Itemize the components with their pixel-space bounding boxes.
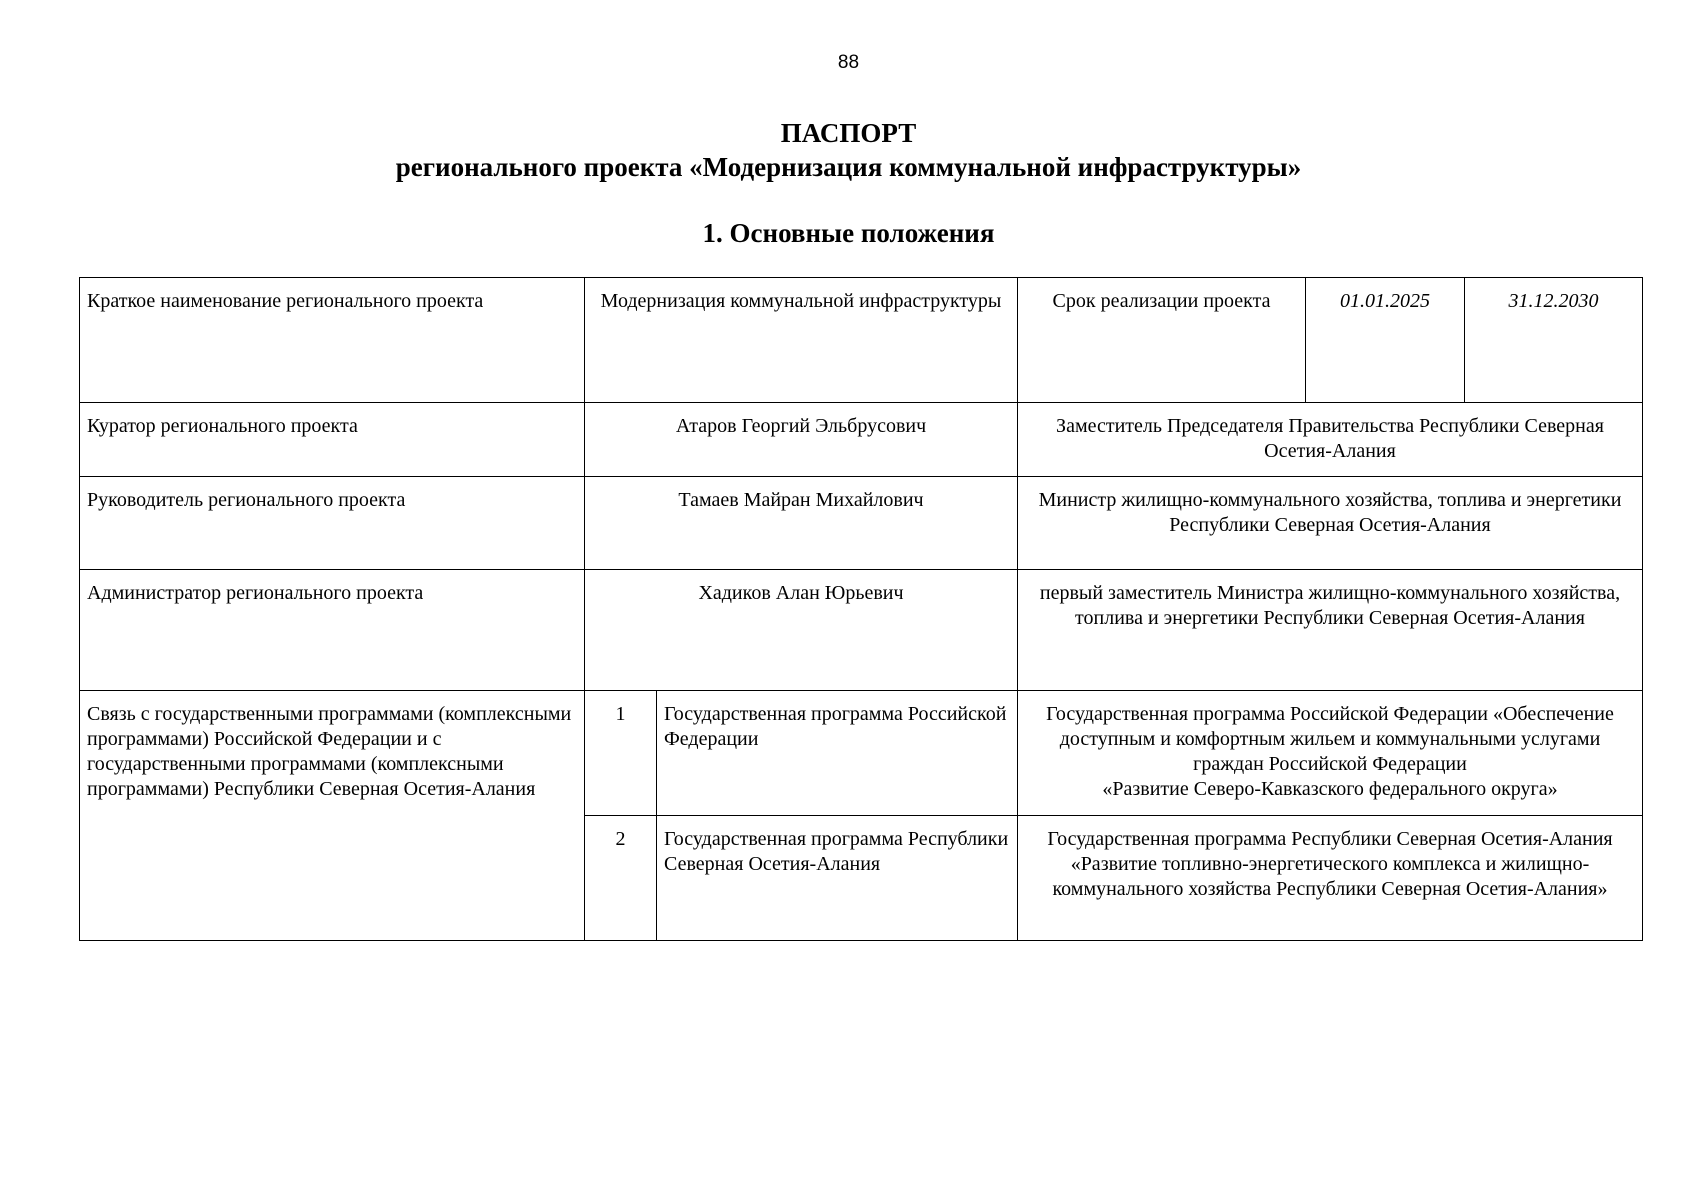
program-2-type: Государственная программа Республики Северная Осетия-Алания [657, 816, 1018, 941]
program-1-type: Государственная программа Российской Федерации [657, 691, 1018, 816]
administrator-name: Хадиков Алан Юрьевич [585, 570, 1018, 691]
programs-label: Связь с государственными программами (комплексными программами) Российской Федерации и с государственными программами (комплексными программами) Республики Северная Осетия-Алания [80, 691, 585, 941]
page-number: 88 [837, 52, 860, 73]
end-date: 31.12.2030 [1465, 278, 1643, 403]
curator-name: Атаров Георгий Эльбрусович [585, 403, 1018, 477]
program-1-name-b: «Развитие Северо-Кавказского федерального округа» [1102, 778, 1558, 800]
program-1-name-a: Государственная программа Российской Федерации «Обеспечение доступным и комфортным жильем и коммунальными услугами граждан Российской Федерации [1046, 703, 1614, 775]
administrator-position: первый заместитель Министра жилищно-коммунального хозяйства, топлива и энергетики Республики Северная Осетия-Алания [1018, 570, 1643, 691]
title-line-2: регионального проекта «Модернизация коммунальной инфраструктуры» [395, 152, 1302, 182]
table-row [80, 570, 1643, 691]
manager-name: Тамаев Майран Михайлович [585, 477, 1018, 570]
program-1-number: 1 [585, 691, 657, 816]
document-title [0, 116, 1697, 184]
passport-table [79, 277, 1643, 941]
start-date: 01.01.2025 [1306, 278, 1465, 403]
manager-label: Руководитель регионального проекта [80, 477, 585, 570]
curator-position: Заместитель Председателя Правительства Республики Северная Осетия-Алания [1018, 403, 1643, 477]
curator-label: Куратор регионального проекта [80, 403, 585, 477]
title-line-1: ПАСПОРТ [780, 118, 917, 148]
section-heading: 1. Основные положения [702, 218, 995, 248]
program-1-names [1018, 691, 1643, 816]
short-name-value: Модернизация коммунальной инфраструктуры [585, 278, 1018, 403]
table-row [80, 278, 1643, 403]
program-2-number: 2 [585, 816, 657, 941]
administrator-label: Администратор регионального проекта [80, 570, 585, 691]
table-row [80, 477, 1643, 570]
program-2-name: Государственная программа Республики Северная Осетия-Алания «Развитие топливно-энергетического комплекса и жилищно-коммунального хозяйства Республики Северная Осетия-Алания» [1018, 816, 1643, 941]
table-row [80, 691, 1643, 816]
table-row [80, 403, 1643, 477]
period-label: Срок реализации проекта [1018, 278, 1306, 403]
short-name-label: Краткое наименование регионального проекта [80, 278, 585, 403]
manager-position: Министр жилищно-коммунального хозяйства, топлива и энергетики Республики Северная Осетия-Алания [1018, 477, 1643, 570]
